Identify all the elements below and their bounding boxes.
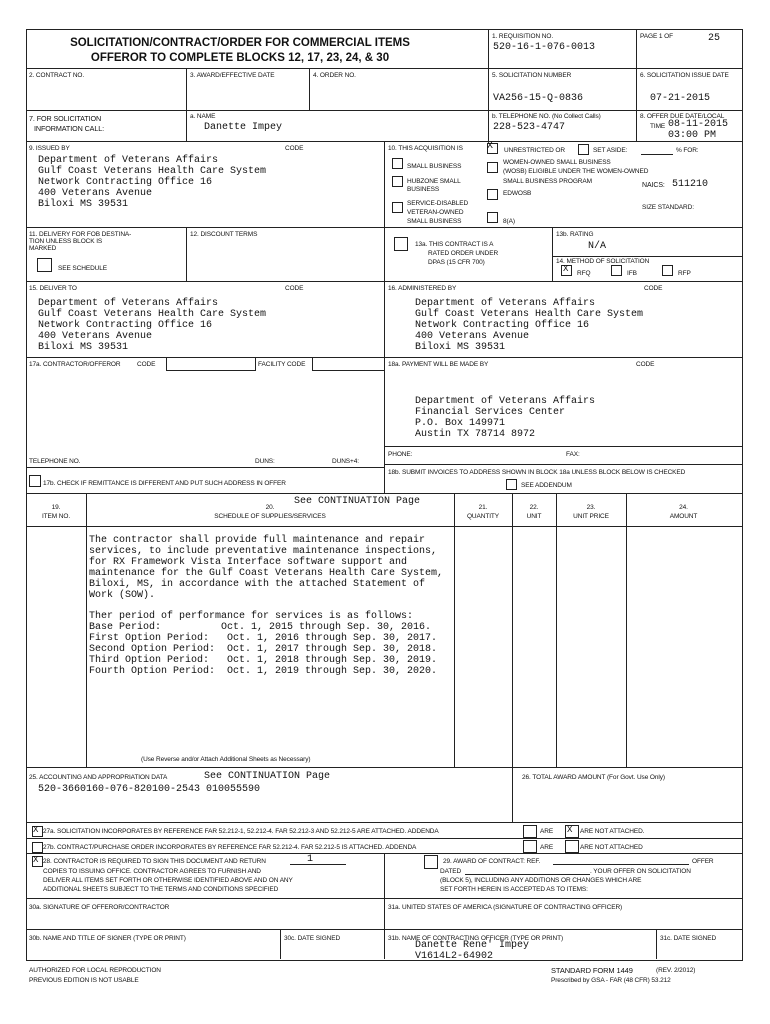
27b-are-checkbox[interactable] xyxy=(523,840,537,853)
submit-invoices-label: 18b. SUBMIT INVOICES TO ADDRESS SHOWN IN BLOCK 18a UNLESS BLOCK BELOW IS CHECKED xyxy=(388,469,686,476)
time-label: TIME xyxy=(650,123,666,130)
naics-label: NAICS: xyxy=(642,182,665,189)
form-title-line2: OFFEROR TO COMPLETE BLOCKS 12, 17, 23, 24, & 30 xyxy=(90,52,390,64)
administered-by-line: 400 Veterans Avenue xyxy=(415,331,530,342)
issued-by-line: Biloxi MS 39531 xyxy=(38,199,129,210)
total-award-label: 26. TOTAL AWARD AMOUNT (For Govt. Use Only) xyxy=(522,774,665,781)
administered-by-line: Network Contracting Office 16 xyxy=(415,320,590,331)
unrestricted-check: X xyxy=(487,141,494,152)
contact-name: Danette Impey xyxy=(204,122,283,133)
issued-by-label: 9. ISSUED BY xyxy=(29,145,70,152)
see-addendum-label: SEE ADDENDUM xyxy=(521,482,572,489)
29-checkbox[interactable] xyxy=(424,855,438,869)
for-solicitation-label: 7. FOR SOLICITATION xyxy=(29,114,102,123)
award-date-label: 3. AWARD/EFFECTIVE DATE xyxy=(190,72,275,79)
contract-no-label: 2. CONTRACT NO. xyxy=(29,72,85,79)
officer-date-signed-label: 31c. DATE SIGNED xyxy=(660,935,717,942)
schedule-text-line: Second Option Period: Oct. 1, 2017 through Sep. 30, 2018. xyxy=(89,644,438,655)
authorized-reproduction: AUTHORIZED FOR LOCAL REPRODUCTION xyxy=(29,967,161,974)
rating-label: 13b. RATING xyxy=(556,231,594,238)
27b-not-attached-checkbox[interactable] xyxy=(565,840,579,853)
solicitation-date-label: 6. SOLICITATION ISSUE DATE xyxy=(640,72,729,79)
hubzone-label-2: BUSINESS xyxy=(407,186,440,193)
contractor-code-field[interactable] xyxy=(166,357,256,371)
solicitation-number-value: VA256-15-Q-0836 xyxy=(493,93,584,104)
28-label-3: DELIVER ALL ITEMS SET FORTH OR OTHERWISE IDENTIFIED ABOVE AND ON ANY xyxy=(43,877,293,884)
quantity-header-2: QUANTITY xyxy=(466,513,500,520)
schedule-header: 20. xyxy=(265,504,275,511)
27b-label: 27b. CONTRACT/PURCHASE ORDER INCORPORATES BY REFERENCE FAR 52.212-4. FAR 52.212-5 IS ATTACHED. ADDENDA xyxy=(43,844,417,851)
schedule-text-line: services, to include preventative maintenance inspections, xyxy=(89,546,438,557)
schedule-text-line: Base Period: Oct. 1, 2015 through Sep. 30, 2016. xyxy=(89,622,432,633)
administered-by-code-label: CODE xyxy=(644,285,663,292)
schedule-text-line: Work (SOW). xyxy=(89,590,156,601)
solicitation-date-value: 07-21-2015 xyxy=(650,93,711,104)
wosb-checkbox[interactable] xyxy=(487,162,498,173)
offer-due-time: 03:00 PM xyxy=(668,130,717,141)
fob-checkbox[interactable] xyxy=(37,258,52,272)
accounting-see-continuation: See CONTINUATION Page xyxy=(204,771,331,782)
28-label-4: ADDITIONAL SHEETS SUBJECT TO THE TERMS AND CONDITIONS SPECIFIED xyxy=(43,886,279,893)
deliver-to-line: Gulf Coast Veterans Health Care System xyxy=(38,309,267,320)
see-schedule-label: SEE SCHEDULE xyxy=(58,265,108,272)
rated-order-checkbox[interactable] xyxy=(394,237,408,251)
acquisition-label: 10. THIS ACQUISITION IS xyxy=(388,145,463,152)
deliver-to-line: Department of Veterans Affairs xyxy=(38,298,219,309)
offer-due-label: 8. OFFER DUE DATE/LOCAL xyxy=(640,113,725,120)
wosb-label-3: SMALL BUSINESS PROGRAM xyxy=(503,178,592,185)
schedule-text-line: The contractor shall provide full maintenance and repair xyxy=(89,535,426,546)
wosb-label-2: (WOSB) ELIGIBLE UNDER THE WOMEN-OWNED xyxy=(503,168,649,175)
8a-label: 8(A) xyxy=(503,218,515,225)
ifb-label: IFB xyxy=(627,270,637,277)
28-label: 28. CONTRACTOR IS REQUIRED TO SIGN THIS DOCUMENT AND RETURN xyxy=(43,858,266,865)
issued-by-line: Gulf Coast Veterans Health Care System xyxy=(38,166,267,177)
schedule-text-line: Fourth Option Period: Oct. 1, 2019 through Sep. 30, 2020. xyxy=(89,666,438,677)
item-no-header-2: ITEM NO. xyxy=(41,513,71,520)
sdvosb-label-3: SMALL BUSINESS xyxy=(407,218,462,225)
deliver-to-label: 15. DELIVER TO xyxy=(29,285,77,292)
contractor-code-label: CODE xyxy=(137,361,156,368)
rated-order-label: 13a. THIS CONTRACT IS A xyxy=(415,241,494,248)
amount-header: 24. xyxy=(679,504,688,511)
29-label-4: SET FORTH HEREIN IS ACCEPTED AS TO ITEMS: xyxy=(440,886,588,893)
administered-by-line: Gulf Coast Veterans Health Care System xyxy=(415,309,644,320)
telephone-label: b. TELEPHONE NO. (No Collect Calls) xyxy=(492,113,601,120)
issued-by-line: 400 Veterans Avenue xyxy=(38,188,153,199)
28-label-2: COPIES TO ISSUING OFFICE. CONTRACTOR AGREES TO FURNISH AND xyxy=(43,868,261,875)
27b-checkbox[interactable] xyxy=(32,842,43,853)
copies-value: 1 xyxy=(307,854,314,865)
rating-value: N/A xyxy=(588,241,607,252)
amount-header-2: AMOUNT xyxy=(669,513,698,520)
sdvosb-label-2: VETERAN-OWNED xyxy=(407,209,464,216)
set-aside-checkbox[interactable] xyxy=(578,144,589,155)
facility-code-field[interactable] xyxy=(312,357,385,371)
page-label: PAGE 1 OF xyxy=(640,33,673,40)
sdvosb-label: SERVICE-DISABLED xyxy=(407,200,469,207)
facility-code-label: FACILITY CODE xyxy=(258,361,306,368)
remittance-checkbox[interactable] xyxy=(29,475,41,487)
payment-line: Austin TX 78714 8972 xyxy=(415,429,536,440)
page-count: 25 xyxy=(708,33,721,44)
item-no-header: 19. xyxy=(51,504,61,511)
wosb-label: WOMEN-OWNED SMALL BUSINESS xyxy=(503,159,611,166)
small-business-checkbox[interactable] xyxy=(392,158,403,169)
27a-are-checkbox[interactable] xyxy=(523,825,537,838)
date-signed-label: 30c. DATE SIGNED xyxy=(284,935,341,942)
officer-name: Danette Rene' Impey xyxy=(415,940,530,951)
accounting-label: 25. ACCOUNTING AND APPROPRIATION DATA xyxy=(29,774,168,781)
fob-label-3: MARKED xyxy=(29,245,57,252)
size-standard-label: SIZE STANDARD: xyxy=(642,204,694,211)
schedule-text-line: maintenance for the Gulf Coast Veterans Health Care System, xyxy=(89,568,444,579)
see-continuation-page: See CONTINUATION Page xyxy=(294,496,421,507)
issued-by-code-label: CODE xyxy=(285,145,304,152)
telephone-value: 228-523-4747 xyxy=(493,122,566,133)
payment-line: Financial Services Center xyxy=(415,407,566,418)
27a-not-attached-check: X xyxy=(567,825,573,835)
schedule-header-2: SCHEDULE OF SUPPLIES/SERVICES xyxy=(214,513,326,520)
phone-label: PHONE: xyxy=(388,451,413,458)
naics-value: 511210 xyxy=(672,179,709,190)
see-addendum-checkbox[interactable] xyxy=(506,479,517,490)
unit-price-header-2: UNIT PRICE xyxy=(573,513,609,520)
29-offer-label: OFFER xyxy=(692,858,714,865)
27a-label: 27a. SOLICITATION INCORPORATES BY REFERENCE FAR 52.212-1, 52.212-4. FAR 52.212-3 AND 52.212-5 ARE ATTACHED. ADDENDA xyxy=(43,828,439,835)
edwosb-checkbox[interactable] xyxy=(487,189,498,200)
unrestricted-label: UNRESTRICTED OR xyxy=(504,147,565,154)
29-label: 29. AWARD OF CONTRACT: REF. xyxy=(443,858,541,865)
27a-are-label: ARE xyxy=(540,828,554,835)
schedule-text-line: First Option Period: Oct. 1, 2016 through Sep. 30, 2017. xyxy=(89,633,438,644)
schedule-text-line: Biloxi, MS, in accordance with the attached Statement of xyxy=(89,579,426,590)
schedule-text-line: for RX Framework Vista Interface software support and xyxy=(89,557,408,568)
order-no-label: 4. ORDER NO. xyxy=(313,72,356,79)
deliver-to-line: Biloxi MS 39531 xyxy=(38,342,129,353)
set-aside-label: SET ASIDE: xyxy=(593,147,628,154)
deliver-to-line: 400 Veterans Avenue xyxy=(38,331,153,342)
name-label: a. NAME xyxy=(190,113,216,120)
signer-name-label: 30b. NAME AND TITLE OF SIGNER (TYPE OR PRINT) xyxy=(29,935,186,942)
solicitation-number-label: 5. SOLICITATION NUMBER xyxy=(492,72,572,79)
27a-not-attached-label: ARE NOT ATTACHED. xyxy=(580,828,645,835)
offer-due-date: 08-11-2015 xyxy=(668,119,729,130)
requisition-value: 520-16-1-076-0013 xyxy=(493,42,596,53)
information-call-label: INFORMATION CALL: xyxy=(34,124,105,133)
schedule-text-line: Ther period of performance for services is as follows: xyxy=(89,611,414,622)
rfp-checkbox[interactable] xyxy=(662,265,673,276)
28-check: X xyxy=(33,855,39,865)
officer-id: V1614L2-64902 xyxy=(415,951,494,962)
hubzone-checkbox[interactable] xyxy=(392,176,403,187)
remittance-label: 17b. CHECK IF REMITTANCE IS DIFFERENT AND PUT SUCH ADDRESS IN OFFER xyxy=(43,480,286,487)
unit-price-header: 23. xyxy=(586,504,596,511)
fob-label: 11. DELIVERY FOR FOB DESTINA- xyxy=(29,231,132,238)
administered-by-line: Biloxi MS 39531 xyxy=(415,342,506,353)
duns-label: DUNS: xyxy=(255,458,275,465)
small-business-label: SMALL BUSINESS xyxy=(407,163,462,170)
rated-order-label-3: DPAS (15 CFR 700) xyxy=(428,259,485,266)
requisition-label: 1. REQUISITION NO. xyxy=(492,33,554,40)
payment-line: P.O. Box 149971 xyxy=(415,418,506,429)
unit-header-2: UNIT xyxy=(526,513,542,520)
accounting-value: 520-3660160-076-820100-2543 010055590 xyxy=(38,784,261,795)
27b-are-label: ARE xyxy=(540,844,554,851)
29-dated-label: DATED xyxy=(440,868,462,875)
27a-check: X xyxy=(33,825,39,835)
unit-header: 22. xyxy=(529,504,539,511)
payment-label: 18a. PAYMENT WILL BE MADE BY xyxy=(388,361,489,368)
rfq-check: X xyxy=(563,264,569,274)
signature-offeror-label: 30a. SIGNATURE OF OFFEROR/CONTRACTOR xyxy=(29,904,170,911)
percent-for-label: % FOR: xyxy=(676,147,699,154)
payment-line: Department of Veterans Affairs xyxy=(415,396,596,407)
contractor-label: 17a. CONTRACTOR/OFFEROR xyxy=(29,361,121,368)
signature-officer-label: 31a. UNITED STATES OF AMERICA (SIGNATURE OF CONTRACTING OFFICER) xyxy=(388,904,623,911)
edwosb-label: EDWOSB xyxy=(503,190,532,197)
8a-checkbox[interactable] xyxy=(487,212,498,223)
fob-label-2: TION UNLESS BLOCK IS xyxy=(29,238,103,245)
administered-by-line: Department of Veterans Affairs xyxy=(415,298,596,309)
form-revision: (REV. 2/2012) xyxy=(656,967,696,974)
sdvosb-checkbox[interactable] xyxy=(392,202,403,213)
form-title-line1: SOLICITATION/CONTRACT/ORDER FOR COMMERCIAL ITEMS xyxy=(70,37,410,49)
discount-terms-label: 12. DISCOUNT TERMS xyxy=(190,231,258,238)
issued-by-line: Department of Veterans Affairs xyxy=(38,155,219,166)
rfp-label: RFP xyxy=(678,270,691,277)
duns4-label: DUNS+4: xyxy=(332,458,359,465)
officer-name-label: 31b. NAME OF CONTRACTING OFFICER (TYPE OR PRINT) xyxy=(388,935,564,942)
deliver-to-code-label: CODE xyxy=(285,285,304,292)
payment-code-label: CODE xyxy=(636,361,655,368)
form-number: STANDARD FORM 1449 xyxy=(551,966,633,975)
administered-by-label: 16. ADMINISTERED BY xyxy=(388,285,457,292)
schedule-footnote: (Use Reverse and/or Attach Additional Sheets as Necessary) xyxy=(141,756,311,763)
telephone-no-label: TELEPHONE NO. xyxy=(29,458,81,465)
rated-order-label-2: RATED ORDER UNDER xyxy=(428,250,499,257)
previous-edition-note: PREVIOUS EDITION IS NOT USABLE xyxy=(29,977,139,984)
29-label-3: (BLOCK 5), INCLUDING ANY ADDITIONS OR CHANGES WHICH ARE xyxy=(440,877,642,884)
29-your-offer-label: . YOUR OFFER ON SOLICITATION xyxy=(590,868,691,875)
prescribed-by: Prescribed by GSA - FAR (48 CFR) 53.212 xyxy=(551,977,671,984)
quantity-header: 21. xyxy=(478,504,488,511)
27b-not-attached-label: ARE NOT ATTACHED xyxy=(580,844,643,851)
issued-by-line: Network Contracting Office 16 xyxy=(38,177,213,188)
deliver-to-line: Network Contracting Office 16 xyxy=(38,320,213,331)
schedule-text-line: Third Option Period: Oct. 1, 2018 through Sep. 30, 2019. xyxy=(89,655,438,666)
hubzone-label: HUBZONE SMALL xyxy=(407,178,461,185)
fax-label: FAX: xyxy=(566,451,580,458)
rfq-label: RFQ xyxy=(577,270,591,277)
ifb-checkbox[interactable] xyxy=(611,265,622,276)
method-label: 14. METHOD OF SOLICITATION xyxy=(556,258,650,265)
